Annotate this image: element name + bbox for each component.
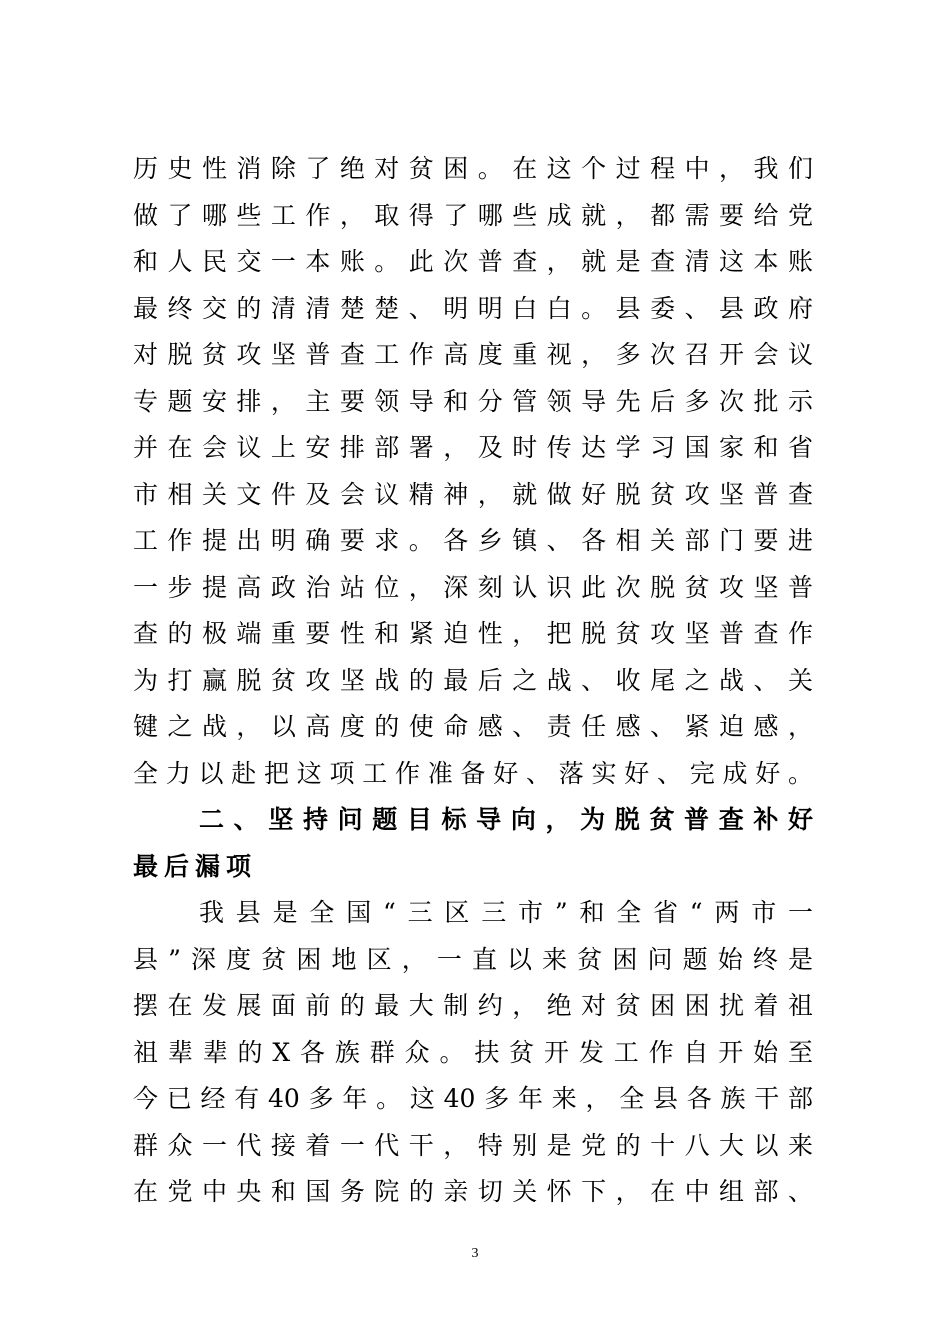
section-heading-line: 最后漏项 bbox=[133, 851, 258, 881]
paragraph-1-line: 做了哪些工作，取得了哪些成就，都需要给党 bbox=[133, 200, 813, 230]
document-body bbox=[133, 146, 813, 1216]
paragraph-1-line: 市相关文件及会议精神，就做好脱贫攻坚普查 bbox=[133, 479, 813, 509]
paragraph-2-line: 县”深度贫困地区，一直以来贫困问题始终是 bbox=[133, 944, 813, 974]
paragraph-2-line: 今已经有40多年。这40多年来，全县各族干部 bbox=[133, 1084, 813, 1113]
paragraph-1-line: 查的极端重要性和紧迫性，把脱贫攻坚普查作 bbox=[133, 619, 813, 648]
paragraph-1-line: 历史性消除了绝对贫困。在这个过程中，我们 bbox=[133, 154, 813, 183]
paragraph-2-line: 群众一代接着一代干，特别是党的十八大以来 bbox=[133, 1130, 813, 1160]
paragraph-1-line: 为打赢脱贫攻坚战的最后之战、收尾之战、关 bbox=[133, 665, 813, 695]
paragraph-1-line: 和人民交一本账。此次普查，就是查清这本账 bbox=[133, 247, 813, 276]
paragraph-1-line: 最终交的清清楚楚、明明白白。县委、县政府 bbox=[133, 293, 813, 323]
paragraph-2-line: 我县是全国“三区三市”和全省“两市一 bbox=[199, 898, 813, 927]
paragraph-1-line: 工作提出明确要求。各乡镇、各相关部门要进 bbox=[133, 526, 813, 555]
page-number: 3 bbox=[471, 1246, 479, 1261]
paragraph-1-line: 并在会议上安排部署，及时传达学习国家和省 bbox=[133, 433, 813, 462]
paragraph-1-line: 全力以赴把这项工作准备好、落实好、完成好。 bbox=[133, 758, 813, 788]
paragraph-1-line: 对脱贫攻坚普查工作高度重视，多次召开会议 bbox=[133, 340, 813, 369]
paragraph-1-line: 专题安排，主要领导和分管领导先后多次批示 bbox=[133, 386, 813, 416]
paragraph-2-line: 祖辈辈的X各族群众。扶贫开发工作自开始至 bbox=[133, 1037, 813, 1067]
paragraph-2-line: 摆在发展面前的最大制约，绝对贫困困扰着祖 bbox=[133, 991, 813, 1020]
paragraph-2-line: 在党中央和国务院的亲切关怀下，在中组部、 bbox=[133, 1177, 813, 1206]
paragraph-1-line: 键之战，以高度的使命感、责任感、紧迫感， bbox=[133, 712, 813, 741]
paragraph-1-line: 一步提高政治站位，深刻认识此次脱贫攻坚普 bbox=[133, 572, 813, 602]
section-heading-line: 二、坚持问题目标导向，为脱贫普查补好 bbox=[199, 805, 813, 834]
